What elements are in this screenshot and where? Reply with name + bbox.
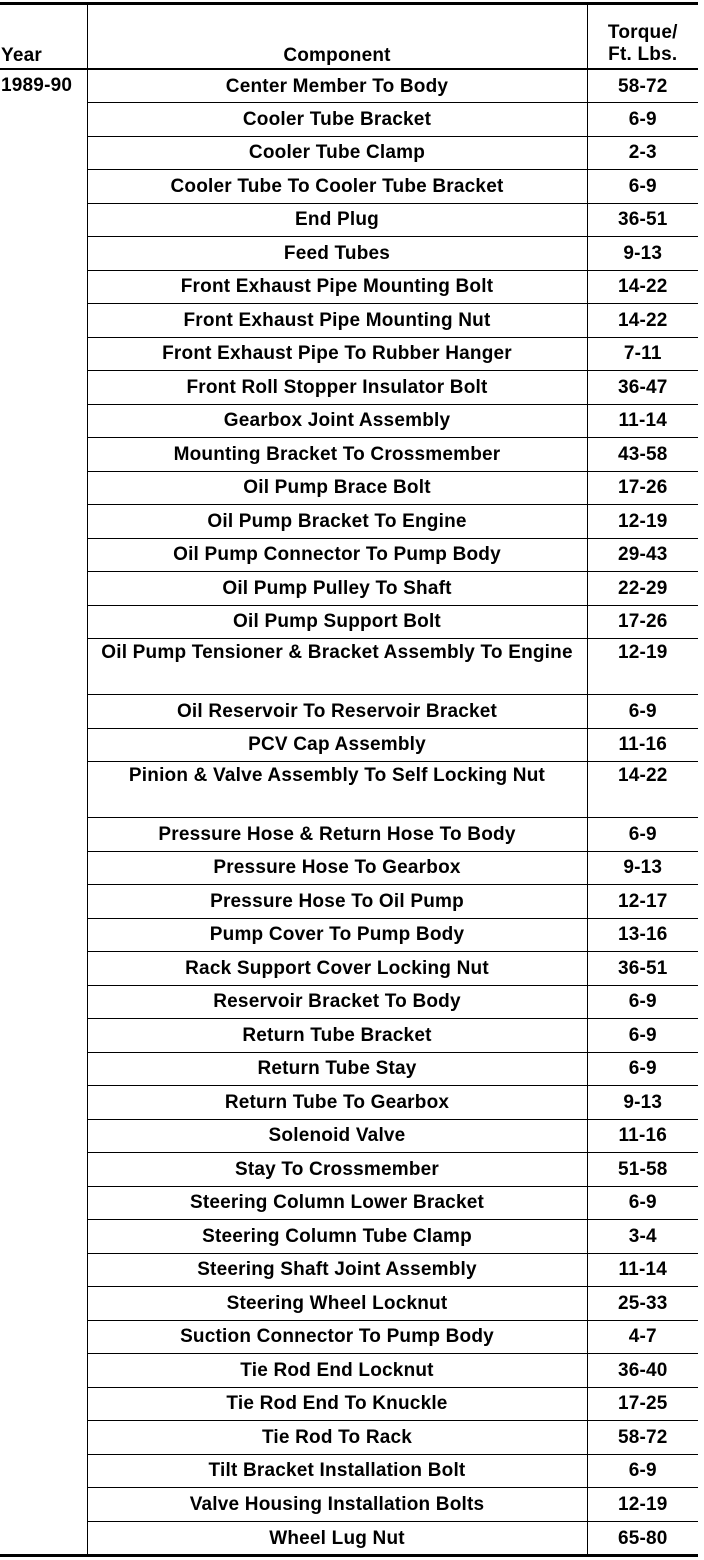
component-cell: Front Exhaust Pipe Mounting Nut [87,304,587,338]
torque-cell: 51-58 [587,1153,698,1187]
table-row [0,170,698,204]
torque-cell: 6-9 [587,695,698,729]
component-cell: Center Member To Body [87,69,587,103]
torque-cell: 9-13 [587,851,698,885]
torque-cell: 7-11 [587,337,698,371]
table-row [0,1253,698,1287]
component-cell: PCV Cap Assembly [87,728,587,762]
component-cell: Tie Rod End Locknut [87,1354,587,1388]
component-cell: Suction Connector To Pump Body [87,1320,587,1354]
torque-cell: 11-14 [587,1253,698,1287]
component-cell: Gearbox Joint Assembly [87,404,587,438]
torque-cell: 2-3 [587,136,698,170]
table-row [0,985,698,1019]
table-row [0,304,698,338]
torque-cell: 11-16 [587,1119,698,1153]
table-row [0,1153,698,1187]
torque-cell: 12-19 [587,1488,698,1522]
header-row [0,5,698,69]
component-header: Component [87,5,587,69]
table-row [0,1354,698,1388]
torque-cell: 58-72 [587,1421,698,1455]
torque-cell: 6-9 [587,1019,698,1053]
table-row [0,404,698,438]
component-cell: Tilt Bracket Installation Bolt [87,1454,587,1488]
table-row [0,1052,698,1086]
table-row [0,1421,698,1455]
table-row [0,952,698,986]
table-row [0,1186,698,1220]
torque-cell: 14-22 [587,762,698,818]
torque-cell: 6-9 [587,1454,698,1488]
torque-cell: 12-19 [587,505,698,539]
component-cell: Pump Cover To Pump Body [87,918,587,952]
component-cell: Rack Support Cover Locking Nut [87,952,587,986]
component-cell: Feed Tubes [87,237,587,271]
torque-cell: 43-58 [587,438,698,472]
table-row [0,371,698,405]
table-row [0,885,698,919]
component-cell: Steering Column Lower Bracket [87,1186,587,1220]
torque-cell: 11-14 [587,404,698,438]
torque-cell: 6-9 [587,1052,698,1086]
table-row [0,1287,698,1321]
component-cell: Mounting Bracket To Crossmember [87,438,587,472]
table-row [0,1220,698,1254]
table-row [0,1387,698,1421]
torque-cell: 65-80 [617,1527,668,1549]
table-row [0,337,698,371]
component-cell: Pressure Hose To Oil Pump [87,885,587,919]
table-row [0,639,698,695]
table-row [0,471,698,505]
torque-cell: 6-9 [587,985,698,1019]
torque-cell: 36-47 [587,371,698,405]
torque-cell: 17-26 [587,471,698,505]
torque-cell: 58-72 [587,69,698,103]
table-row [0,203,698,237]
component-cell: Tie Rod To Rack [87,1421,587,1455]
component-cell: Return Tube To Gearbox [87,1086,587,1120]
torque-cell: 17-25 [587,1387,698,1421]
component-cell: Front Exhaust Pipe To Rubber Hanger [87,337,587,371]
component-cell: Return Tube Stay [87,1052,587,1086]
torque-cell: 17-26 [587,605,698,639]
table-row [0,237,698,271]
component-cell: Solenoid Valve [87,1119,587,1153]
torque-header [587,5,698,69]
component-cell: Oil Pump Tensioner & Bracket Assembly To Engine [87,639,587,695]
table-row [0,505,698,539]
torque-cell: 36-51 [587,203,698,237]
torque-cell: 6-9 [587,170,698,204]
torque-cell: 6-9 [587,818,698,852]
table-row [0,1119,698,1153]
torque-header-line1: Torque/ [607,22,678,43]
table-row [0,695,698,729]
table-row [0,270,698,304]
component-cell: Stay To Crossmember [87,1153,587,1187]
table-row [0,1086,698,1120]
torque-cell: 6-9 [587,103,698,137]
component-cell: Pinion & Valve Assembly To Self Locking Nut [87,762,587,818]
torque-cell: 12-19 [587,639,698,695]
table-row [0,1521,698,1555]
torque-cell: 14-22 [587,304,698,338]
component-cell: Reservoir Bracket To Body [87,985,587,1019]
torque-cell: 36-51 [587,952,698,986]
table-row [0,438,698,472]
component-cell: Wheel Lug Nut [87,1521,587,1555]
torque-cell: 14-22 [587,270,698,304]
table-row [0,728,698,762]
component-cell: Oil Pump Brace Bolt [87,471,587,505]
bottom-rule [0,1554,698,1557]
component-cell: Front Exhaust Pipe Mounting Bolt [87,270,587,304]
table-row [0,69,698,103]
component-cell: Cooler Tube Clamp [87,136,587,170]
component-cell: Steering Wheel Locknut [87,1287,587,1321]
torque-cell: 9-13 [587,237,698,271]
table-row [0,818,698,852]
table-row [0,605,698,639]
torque-cell: 9-13 [587,1086,698,1120]
component-cell: Oil Pump Bracket To Engine [87,505,587,539]
torque-cell: 6-9 [587,1186,698,1220]
torque-cell: 4-7 [587,1320,698,1354]
torque-header-line2: Ft. Lbs. [608,44,678,65]
component-cell: Oil Pump Support Bolt [87,605,587,639]
component-cell: Cooler Tube To Cooler Tube Bracket [87,170,587,204]
component-cell: Oil Pump Pulley To Shaft [87,572,587,606]
component-cell: Front Roll Stopper Insulator Bolt [87,371,587,405]
component-cell: End Plug [87,203,587,237]
torque-cell: 12-17 [587,885,698,919]
table-row [0,1454,698,1488]
torque-cell: 13-16 [587,918,698,952]
table-row [0,103,698,137]
component-cell: Pressure Hose To Gearbox [87,851,587,885]
table-row [0,1488,698,1522]
table-row [0,762,698,818]
torque-cell: 29-43 [587,538,698,572]
component-cell: Valve Housing Installation Bolts [87,1488,587,1522]
component-cell: Return Tube Bracket [87,1019,587,1053]
component-cell: Pressure Hose & Return Hose To Body [87,818,587,852]
component-cell: Oil Reservoir To Reservoir Bracket [87,695,587,729]
component-cell: Oil Pump Connector To Pump Body [87,538,587,572]
table-row [0,538,698,572]
component-cell: Steering Column Tube Clamp [87,1220,587,1254]
component-cell: Tie Rod End To Knuckle [87,1387,587,1421]
table-row [0,572,698,606]
table-row [0,136,698,170]
torque-cell: 22-29 [587,572,698,606]
component-cell: Steering Shaft Joint Assembly [87,1253,587,1287]
table-row [0,918,698,952]
torque-table [0,5,698,1555]
torque-cell: 3-4 [587,1220,698,1254]
table-row [0,1019,698,1053]
torque-cell: 11-16 [587,728,698,762]
torque-cell: 25-33 [587,1287,698,1321]
torque-cell: 36-40 [587,1354,698,1388]
component-cell: Cooler Tube Bracket [87,103,587,137]
table-row [0,851,698,885]
year-header: Year [0,5,87,69]
year-cell: 1989-90 [0,69,87,1555]
table-row [0,1320,698,1354]
